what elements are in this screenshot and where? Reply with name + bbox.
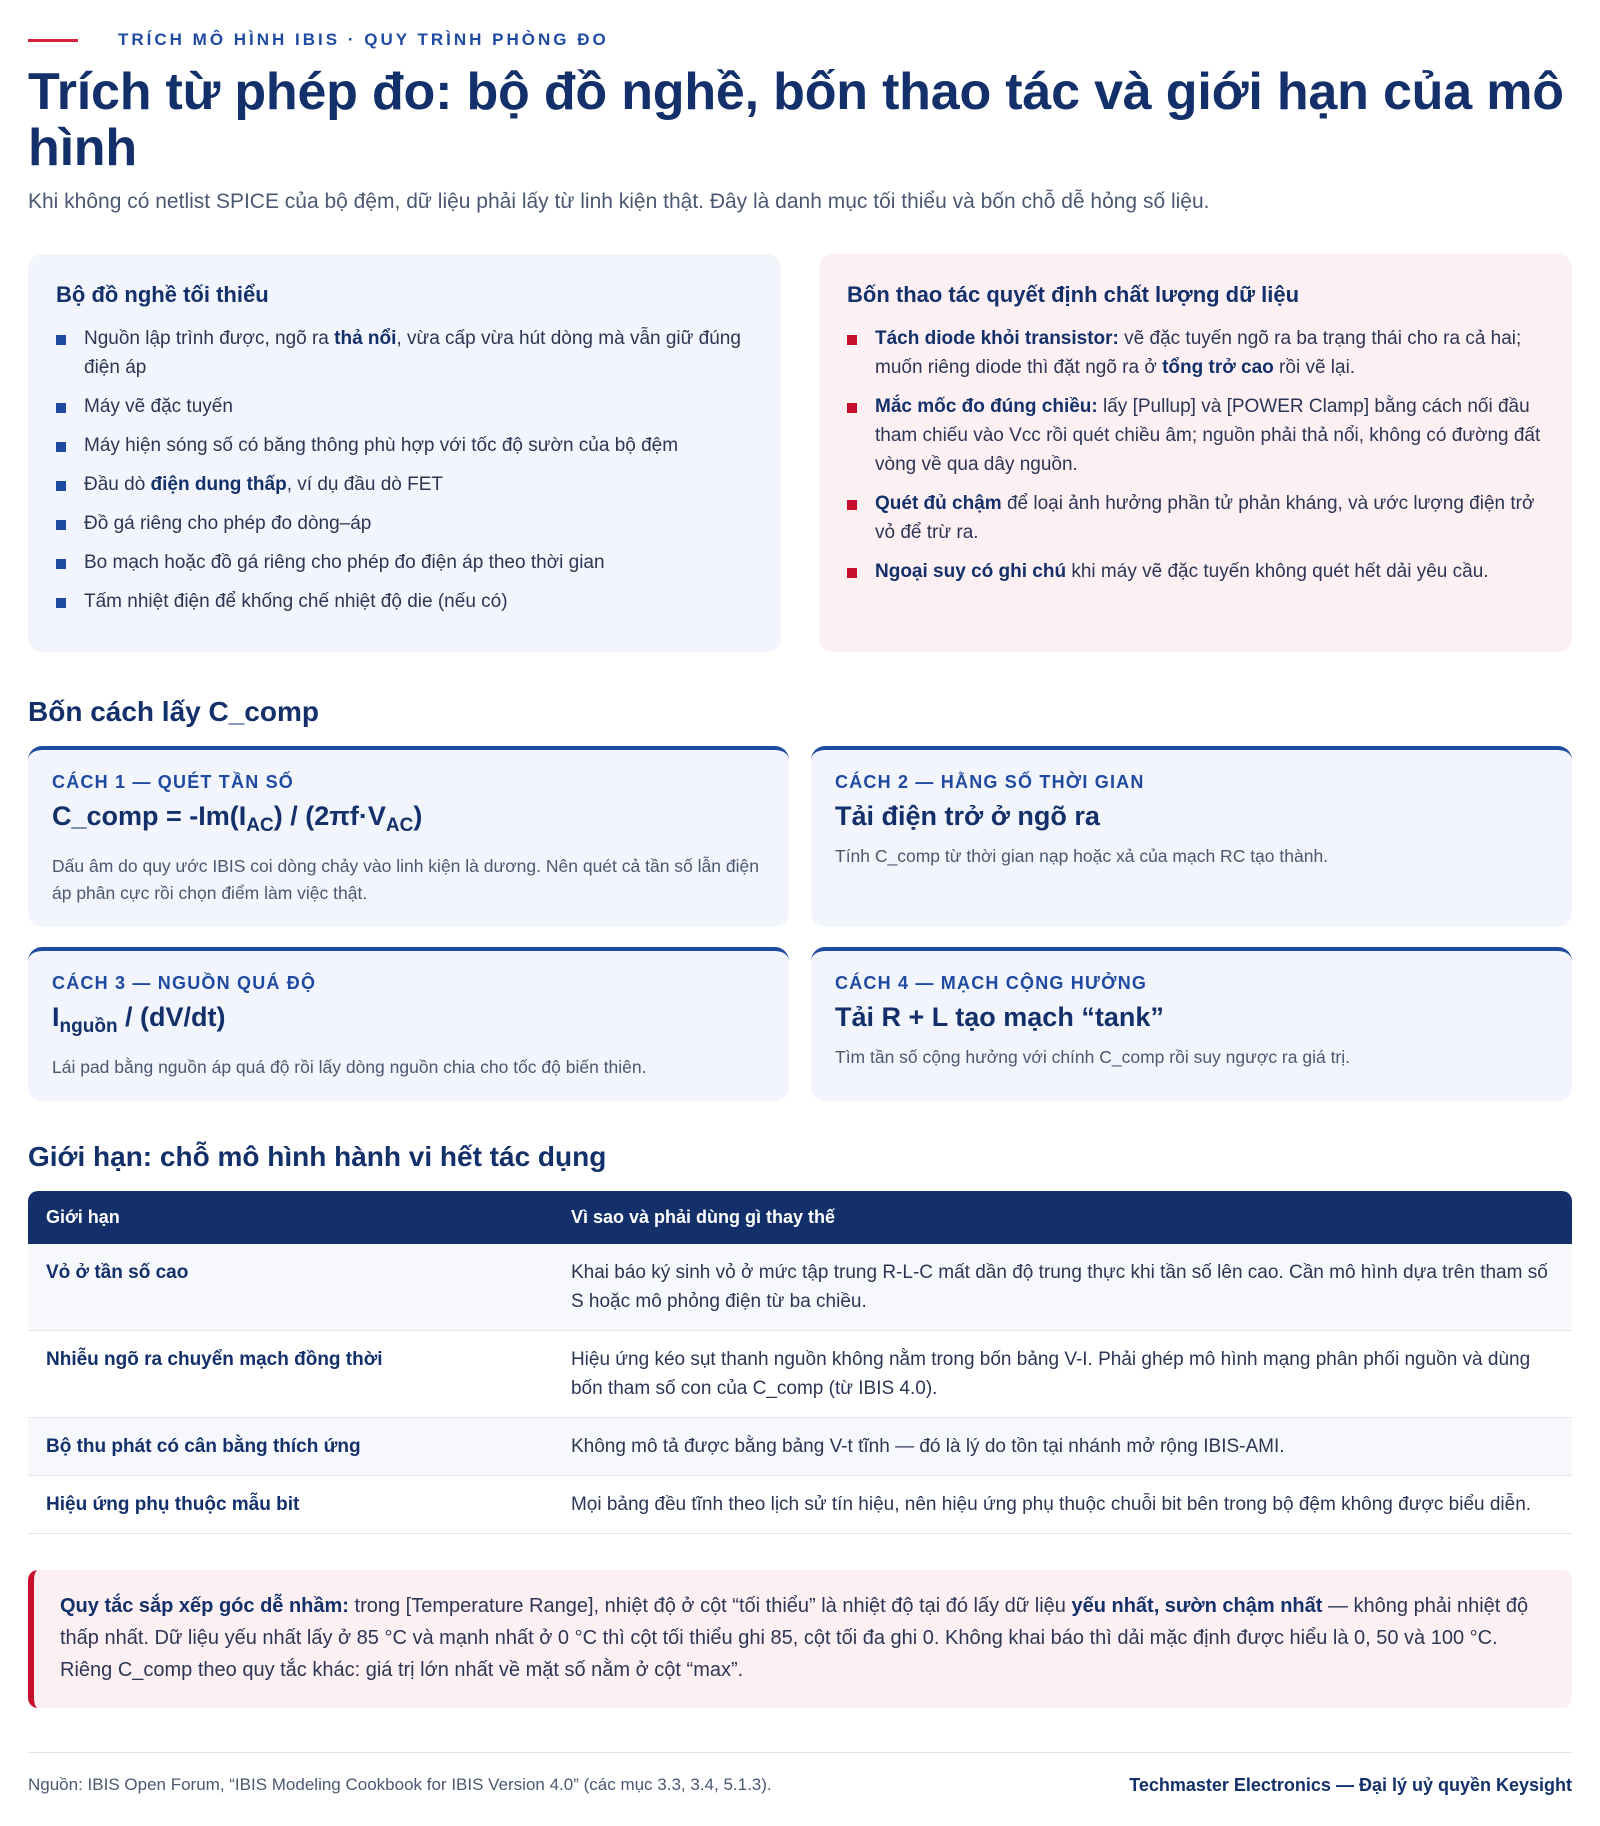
method-description: Dấu âm do quy ước IBIS coi dòng chảy vào linh kiện là dương. Nên quét cả tần số lẫn điện áp phân cực rồi chọn điểm làm việc thật. [52,856,759,903]
item-text: để loại ảnh hưởng phần tử phản kháng, và ước lượng điện trở vỏ để trừ ra. [875,493,1535,543]
method-card [811,746,1572,927]
list-item [56,431,753,460]
toolkit-panel [28,254,781,652]
item-emphasis: Tách diode khỏi transistor: [875,328,1119,349]
ccomp-heading: Bốn cách lấy C_comp [28,696,319,727]
why-cell: Không mô tả được bằng bảng V-t tĩnh — đó là lý do tồn tại nhánh mở rộng IBIS-AMI. [553,1418,1572,1476]
method-title: Tải R + L tạo mạch “tank” [835,1002,1164,1032]
item-text: Nguồn lập trình được, ngõ ra [84,328,335,349]
bullet-square-icon [56,442,66,452]
footer [28,1752,1572,1796]
operations-heading: Bốn thao tác quyết định chất lượng dữ liệu [847,282,1300,307]
callout-lead: Quy tắc sắp xếp góc dễ nhầm: [60,1595,349,1617]
method-kicker: CÁCH 4 — MẠCH CỘNG HƯỞNG [835,973,1148,993]
callout-text: trong [Temperature Range], nhiệt độ ở cột “tối thiểu” là nhiệt độ tại đó lấy dữ liệu [348,1595,1072,1617]
item-text: Đồ gá riêng cho phép đo dòng–áp [84,513,372,534]
formula-subscript: AC [385,815,414,836]
method-description: Tính C_comp từ thời gian nạp hoặc xả của mạch RC tạo thành. [835,846,1329,866]
limits-table [28,1191,1572,1534]
table-row [28,1331,1572,1418]
list-item [847,324,1544,382]
table-header-row [28,1191,1572,1244]
list-item [56,470,753,499]
ccomp-methods-grid [28,746,1572,1101]
method-description: Tìm tần số cộng hưởng với chính C_comp rồi suy ngược ra giá trị. [835,1047,1351,1067]
item-emphasis: Quét đủ chậm [875,493,1002,514]
limits-section [28,1141,1572,1534]
item-emphasis: Mắc mốc đo đúng chiều: [875,396,1098,417]
method-card [28,947,789,1101]
list-item [56,548,753,577]
toolkit-list [56,324,753,616]
bullet-square-icon [847,335,857,345]
list-item [847,392,1544,479]
limit-cell: Hiệu ứng phụ thuộc mẫu bit [28,1476,553,1534]
eyebrow: TRÍCH MÔ HÌNH IBIS · QUY TRÌNH PHÒNG ĐO [118,30,609,49]
item-text: , ví dụ đầu dò FET [286,474,444,495]
method-kicker: CÁCH 1 — QUÉT TẦN SỐ [52,772,295,792]
limit-cell: Bộ thu phát có cân bằng thích ứng [28,1418,553,1476]
bullet-square-icon [56,598,66,608]
source-citation: Nguồn: IBIS Open Forum, “IBIS Modeling Cookbook for IBIS Version 4.0” (các mục 3.3, 3.4, 5.1.3). [28,1775,772,1794]
item-text: rồi vẽ lại. [1273,357,1356,378]
brand-credit: Techmaster Electronics — Đại lý uỷ quyền Keysight [1129,1775,1572,1795]
bullet-square-icon [56,520,66,530]
formula-part: ) / (2πf·V [273,801,386,831]
item-emphasis: tổng trở cao [1162,357,1274,378]
item-text: , vừa cấp vừa hút dòng mà vẫn giữ đúng điện áp [84,328,741,378]
callout-text: — không phải nhiệt độ thấp nhất. Dữ liệu yếu nhất lấy ở 85 °C và mạnh nhất ở 0 °C thì cột tối thiểu ghi 85, cột tối đa ghi 0. Không khai báo thì dải mặc định được hiểu là 0, 50 và 100 °C. Riêng C_comp theo quy tắc khác: giá trị lớn nhất về mặt số nằm ở cột “max”. [60,1595,1529,1681]
why-cell: Hiệu ứng kéo sụt thanh nguồn không nằm trong bốn bảng V-I. Phải ghép mô hình mạng phân phối nguồn và dùng bốn tham số con của C_comp (từ IBIS 4.0). [553,1331,1572,1418]
method-title: Tải điện trở ở ngõ ra [835,801,1100,831]
why-cell: Mọi bảng đều tĩnh theo lịch sử tín hiệu, nên hiệu ứng phụ thuộc chuỗi bit bên trong bộ đệm không được biểu diễn. [553,1476,1572,1534]
list-item [56,509,753,538]
limits-heading: Giới hạn: chỗ mô hình hành vi hết tác dụng [28,1141,607,1172]
item-text: Máy hiện sóng số có băng thông phù hợp với tốc độ sườn của bộ đệm [84,435,679,456]
formula-part: C_comp = -Im(I [52,801,247,831]
callout-emphasis: yếu nhất, sườn chậm nhất [1071,1595,1323,1617]
method-card [811,947,1572,1101]
list-item [56,324,753,382]
item-text: khi máy vẽ đặc tuyến không quét hết dải yêu cầu. [1066,561,1489,582]
callout-note [28,1570,1572,1708]
bullet-square-icon [847,500,857,510]
list-item [56,587,753,616]
bullet-square-icon [56,403,66,413]
list-item [847,557,1544,586]
formula-part: / (dV/dt) [117,1002,226,1032]
formula-part: ) [413,801,423,831]
operations-panel [819,254,1572,652]
method-kicker: CÁCH 3 — NGUỒN QUÁ ĐỘ [52,973,317,993]
item-text: Tấm nhiệt điện để khống chế nhiệt độ die (nếu có) [84,591,508,612]
table-row [28,1476,1572,1534]
page-subtitle: Khi không có netlist SPICE của bộ đệm, dữ liệu phải lấy từ linh kiện thật. Đây là danh mục tối thiểu và bốn chỗ dễ hỏng số liệu. [28,190,1210,213]
formula-part: I [52,1002,60,1032]
item-emphasis: điện dung thấp [150,474,287,495]
formula-subscript: nguồn [59,1016,118,1037]
item-text: vẽ đặc tuyến ngõ ra ba trạng thái cho ra cả hai; muốn riêng diode thì đặt ngõ ra ở [875,328,1522,378]
column-header: Giới hạn [28,1191,553,1244]
item-text: Bo mạch hoặc đồ gá riêng cho phép đo điện áp theo thời gian [84,552,605,573]
table-row [28,1244,1572,1331]
item-text: Máy vẽ đặc tuyến [84,396,233,417]
bullet-square-icon [56,559,66,569]
page-title: Trích từ phép đo: bộ đồ nghề, bốn thao tác và giới hạn của mô hình [28,63,1564,177]
item-text: Đầu dò [84,474,151,495]
intro-columns [28,254,1572,652]
method-formula [52,799,765,843]
list-item [847,489,1544,547]
limit-cell: Vỏ ở tần số cao [28,1244,553,1331]
bullet-square-icon [56,481,66,491]
bullet-square-icon [56,335,66,345]
item-emphasis: thả nổi [334,328,397,349]
item-emphasis: Ngoại suy có ghi chú [875,561,1067,582]
toolkit-heading: Bộ đồ nghề tối thiểu [56,282,269,307]
method-formula [52,1000,765,1044]
eyebrow-accent-line [28,39,78,42]
method-kicker: CÁCH 2 — HẰNG SỐ THỜI GIAN [835,772,1145,792]
column-header: Vì sao và phải dùng gì thay thế [553,1191,1572,1244]
method-description: Lái pad bằng nguồn áp quá độ rồi lấy dòng nguồn chia cho tốc độ biến thiên. [52,1057,647,1077]
list-item [56,392,753,421]
ccomp-section [28,696,1572,1101]
bullet-square-icon [847,403,857,413]
operations-list [847,324,1544,586]
formula-subscript: AC [246,815,274,836]
method-card [28,746,789,927]
table-row [28,1418,1572,1476]
limit-cell: Nhiễu ngõ ra chuyển mạch đồng thời [28,1331,553,1418]
eyebrow-row [28,0,1572,52]
item-text: lấy [Pullup] và [POWER Clamp] bằng cách nối đầu tham chiếu vào Vcc rồi quét chiều âm; nguồn phải thả nổi, không có đường đất vòng về qua dây nguồn. [875,396,1541,475]
bullet-square-icon [847,568,857,578]
why-cell: Khai báo ký sinh vỏ ở mức tập trung R-L-C mất dần độ trung thực khi tần số lên cao. Cần mô hình dựa trên tham số S hoặc mô phỏng điện từ ba chiều. [553,1244,1572,1331]
